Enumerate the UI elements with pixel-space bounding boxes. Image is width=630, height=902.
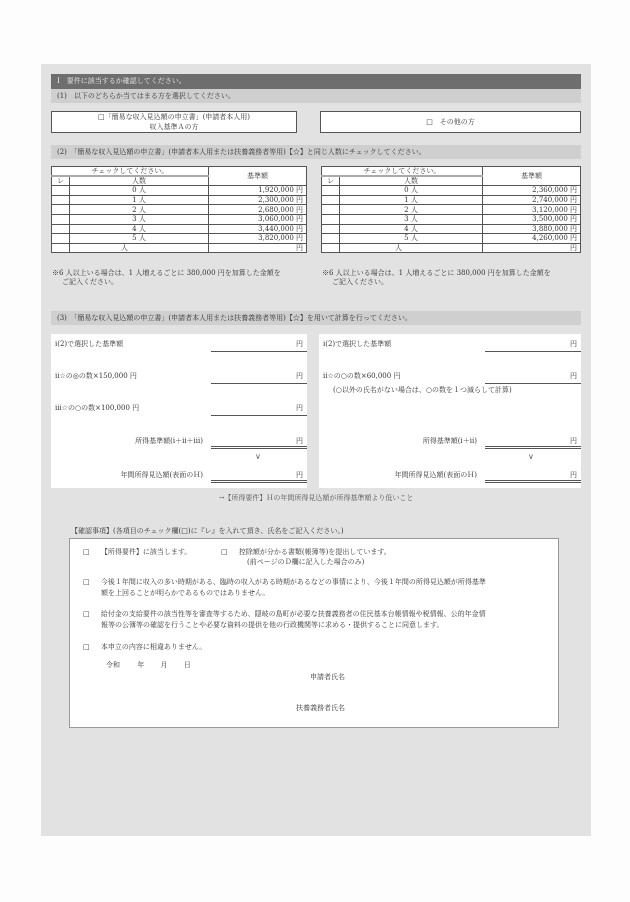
table-row — [322, 195, 581, 205]
yen-unit: 円 — [296, 471, 303, 479]
header-amount: 基準額 — [483, 167, 581, 186]
count-cell: 4 人 — [70, 224, 209, 234]
checkbox-no-discrepancy[interactable]: □ — [83, 643, 90, 651]
calc-row-total — [51, 433, 307, 449]
yen-unit: 円 — [296, 404, 303, 412]
calc-row-i — [51, 336, 307, 352]
confirm-item-1b — [221, 547, 391, 557]
amount-field-i[interactable] — [211, 336, 307, 352]
check-cell[interactable] — [52, 214, 70, 224]
confirm-item-4 — [83, 642, 206, 652]
date-era: 令和 — [106, 661, 120, 669]
calc-row-ii — [51, 368, 307, 384]
calc-row-annual — [319, 467, 581, 483]
confirm-note: (前ページのＤ欄に記入した場合のみ) — [247, 558, 365, 566]
amount-cell: 2,360,000 円 — [483, 186, 581, 196]
yen-unit: 円 — [570, 372, 577, 380]
less-than-symbol: ∨ — [528, 452, 534, 461]
date-year: 年 — [137, 661, 145, 669]
check-cell[interactable] — [52, 234, 70, 244]
table-row-custom — [322, 243, 581, 253]
option-other[interactable] — [320, 111, 581, 133]
confirm-item-3 — [83, 609, 486, 619]
amount-input-cell[interactable]: 円 — [209, 243, 307, 253]
count-cell: 2 人 — [340, 205, 483, 215]
count-cell: 5 人 — [70, 234, 209, 244]
checkbox-income-requirement[interactable]: □ — [83, 548, 90, 556]
table-row — [52, 205, 307, 215]
table-row — [52, 234, 307, 244]
check-cell[interactable] — [322, 186, 340, 196]
yen-unit: 円 — [570, 437, 577, 445]
header-mark: レ — [52, 176, 70, 186]
question-2-heading: (2) 「簡易な収入見込額の申立書」(申請者本人用または扶養義務者等用)【☆】と同じ人数にチェックしてください。 — [51, 145, 581, 159]
count-cell: 1 人 — [70, 195, 209, 205]
date-field[interactable] — [106, 660, 191, 670]
confirm-text: 給付金の支給要件の該当性等を審査等するため、隠岐の島町が必要な扶養義務者の住民基本台帳情報や税情報、公的年金情 — [100, 610, 486, 618]
amount-cell: 3,060,000 円 — [209, 214, 307, 224]
calc-label: 年間所得見込額(表面のＨ) — [120, 471, 203, 479]
option-a-line2: 収入基準Ａの方 — [149, 123, 199, 131]
header-check: チェックしてください。 — [52, 167, 209, 177]
annual-income-field[interactable] — [485, 467, 581, 483]
checkbox-no-excess-income[interactable]: □ — [83, 578, 90, 586]
amount-cell: 1,920,000 円 — [209, 186, 307, 196]
confirm-text: 額を上回ることが明らかであるものではありません。 — [101, 589, 270, 597]
count-input-cell[interactable]: 人 — [70, 243, 209, 253]
note-line: ご記入ください。 — [62, 278, 118, 286]
amount-cell: 3,120,000 円 — [483, 205, 581, 215]
check-cell[interactable] — [322, 214, 340, 224]
table-row — [52, 186, 307, 196]
table-row — [52, 224, 307, 234]
header-count: 人数 — [70, 176, 209, 186]
confirm-text: 控除額が分かる書類(帳簿等)を提出しています。 — [238, 548, 391, 556]
calc-note: (○以外の氏名がない場合は、○の数を１つ減らして計算) — [333, 386, 512, 394]
table-note-right — [322, 269, 551, 287]
table-row — [322, 234, 581, 244]
note-line: ※6 人以上いる場合は、1 人増えるごとに 380,000 円を加算した金額を — [52, 269, 281, 277]
calc-label: 年間所得見込額(表面のＨ) — [394, 471, 477, 479]
note-line: ※6 人以上いる場合は、1 人増えるごとに 380,000 円を加算した金額を — [322, 269, 551, 277]
confirm-title: 【確認事項】(各項目のチェック欄(□)に『レ』を入れて頂き、氏名をご記入ください。) — [71, 527, 344, 535]
table-row — [52, 214, 307, 224]
count-cell: 5 人 — [340, 234, 483, 244]
question-1-heading: (1) 以下のどちらか当てはまる方を選択してください。 — [51, 89, 581, 103]
header-count: 人数 — [340, 176, 483, 186]
count-cell: 4 人 — [340, 224, 483, 234]
yen-unit: 円 — [296, 340, 303, 348]
income-standard-field[interactable] — [211, 433, 307, 449]
check-cell[interactable] — [322, 234, 340, 244]
calc-label: ⅰ(2)で選択した基準額 — [323, 340, 392, 348]
calc-row-ii — [319, 368, 581, 384]
table-row — [322, 224, 581, 234]
calc-label: 所得基準額(ⅰ＋ⅱ) — [422, 437, 477, 445]
count-cell: 2 人 — [70, 205, 209, 215]
check-cell[interactable] — [52, 205, 70, 215]
annual-income-field[interactable] — [211, 467, 307, 483]
calc-label: ⅲ☆の○の数×100,000 円 — [55, 404, 140, 412]
confirm-text: 【所得要件】に該当します。 — [100, 548, 192, 556]
standard-amount-table-left — [51, 166, 307, 253]
date-month: 月 — [160, 661, 168, 669]
header-mark: レ — [322, 176, 340, 186]
calc-box-left — [51, 334, 307, 488]
confirm-item-1 — [83, 547, 191, 557]
form-panel — [41, 64, 591, 836]
count-cell: 3 人 — [340, 214, 483, 224]
calc-label: 所得基準額(ⅰ＋ⅱ＋ⅲ) — [135, 437, 203, 445]
yen-unit: 円 — [570, 340, 577, 348]
amount-cell: 3,440,000 円 — [209, 224, 307, 234]
amount-field-ii[interactable] — [211, 368, 307, 384]
amount-field-iii[interactable] — [211, 400, 307, 416]
calc-label: ⅰ(2)で選択した基準額 — [55, 340, 124, 348]
count-cell: 3 人 — [70, 214, 209, 224]
calc-row-total — [319, 433, 581, 449]
checkbox-consent[interactable]: □ — [83, 610, 90, 618]
table-note-left — [52, 269, 281, 287]
supporter-name-field[interactable]: 扶養義務者氏名 — [296, 704, 345, 712]
calc-row-iii — [51, 400, 307, 416]
check-cell[interactable] — [322, 205, 340, 215]
income-requirement-note: →【所得要件】Ｈの年間所得見込額が所得基準額より低いこと — [218, 494, 414, 502]
calc-row-i — [319, 336, 581, 352]
table-row-custom — [52, 243, 307, 253]
yen-unit: 円 — [570, 471, 577, 479]
amount-cell: 3,820,000 円 — [209, 234, 307, 244]
yen-unit: 円 — [296, 372, 303, 380]
amount-cell: 3,500,000 円 — [483, 214, 581, 224]
income-standard-field[interactable] — [485, 433, 581, 449]
check-cell[interactable] — [52, 195, 70, 205]
table-row — [322, 205, 581, 215]
date-day: 日 — [183, 661, 191, 669]
option-simple-income-a[interactable] — [51, 111, 297, 133]
option-a-line1: □「簡易な収入見込額の申立書」(申請者本人用) — [97, 113, 251, 121]
count-cell: 0 人 — [70, 186, 209, 196]
amount-cell: 2,300,000 円 — [209, 195, 307, 205]
check-cell[interactable] — [322, 195, 340, 205]
check-cell[interactable] — [52, 243, 70, 253]
table-row — [322, 214, 581, 224]
check-cell[interactable] — [52, 186, 70, 196]
calc-label: ⅱ☆の○の数×60,000 円 — [323, 372, 401, 380]
question-3-heading: (3) 「簡易な収入見込額の申立書」(申請者本人用または扶養義務者等用)【☆】を用いて計算を行ってください。 — [51, 311, 581, 325]
amount-cell: 2,680,000 円 — [209, 205, 307, 215]
table-row — [52, 195, 307, 205]
amount-cell: 2,740,000 円 — [483, 195, 581, 205]
count-cell: 1 人 — [340, 195, 483, 205]
header-check: チェックしてください。 — [322, 167, 483, 177]
confirm-text: 今後１年間に収入の多い時期がある、臨時の収入がある時期があるなどの事情により、今後１年間の所得見込額が所得基準 — [100, 578, 486, 586]
count-cell: 0 人 — [340, 186, 483, 196]
confirm-text: 報等の公簿等の確認を行うことや必要な資料の提供を他の行政機関等に求める・提供することに同意します。 — [101, 621, 444, 629]
check-cell[interactable] — [322, 243, 340, 253]
amount-cell: 4,260,000 円 — [483, 234, 581, 244]
calc-label: ⅱ☆の◎の数×150,000 円 — [55, 372, 137, 380]
calc-box-right — [319, 334, 581, 488]
count-input-cell[interactable]: 人 — [340, 243, 483, 253]
option-b-label: □ その他の方 — [426, 118, 475, 126]
section-heading: Ⅰ 要件に該当するか確認してください。 — [51, 74, 581, 89]
check-cell[interactable] — [322, 224, 340, 234]
less-than-symbol: ∨ — [255, 452, 261, 461]
amount-field-i[interactable] — [485, 336, 581, 352]
amount-field-ii[interactable] — [485, 368, 581, 384]
confirm-item-2 — [83, 577, 486, 587]
applicant-name-field[interactable]: 申請者氏名 — [310, 673, 345, 681]
header-amount: 基準額 — [209, 167, 307, 186]
confirm-text: 本申立の内容に相違ありません。 — [100, 643, 207, 651]
check-cell[interactable] — [52, 224, 70, 234]
confirm-box — [69, 538, 559, 728]
table-row — [322, 186, 581, 196]
yen-unit: 円 — [296, 437, 303, 445]
checkbox-deduction-docs[interactable]: □ — [221, 548, 228, 556]
calc-row-annual — [51, 467, 307, 483]
standard-amount-table-right — [321, 166, 581, 253]
amount-cell: 3,880,000 円 — [483, 224, 581, 234]
note-line: ご記入ください。 — [332, 278, 388, 286]
amount-input-cell[interactable]: 円 — [483, 243, 581, 253]
